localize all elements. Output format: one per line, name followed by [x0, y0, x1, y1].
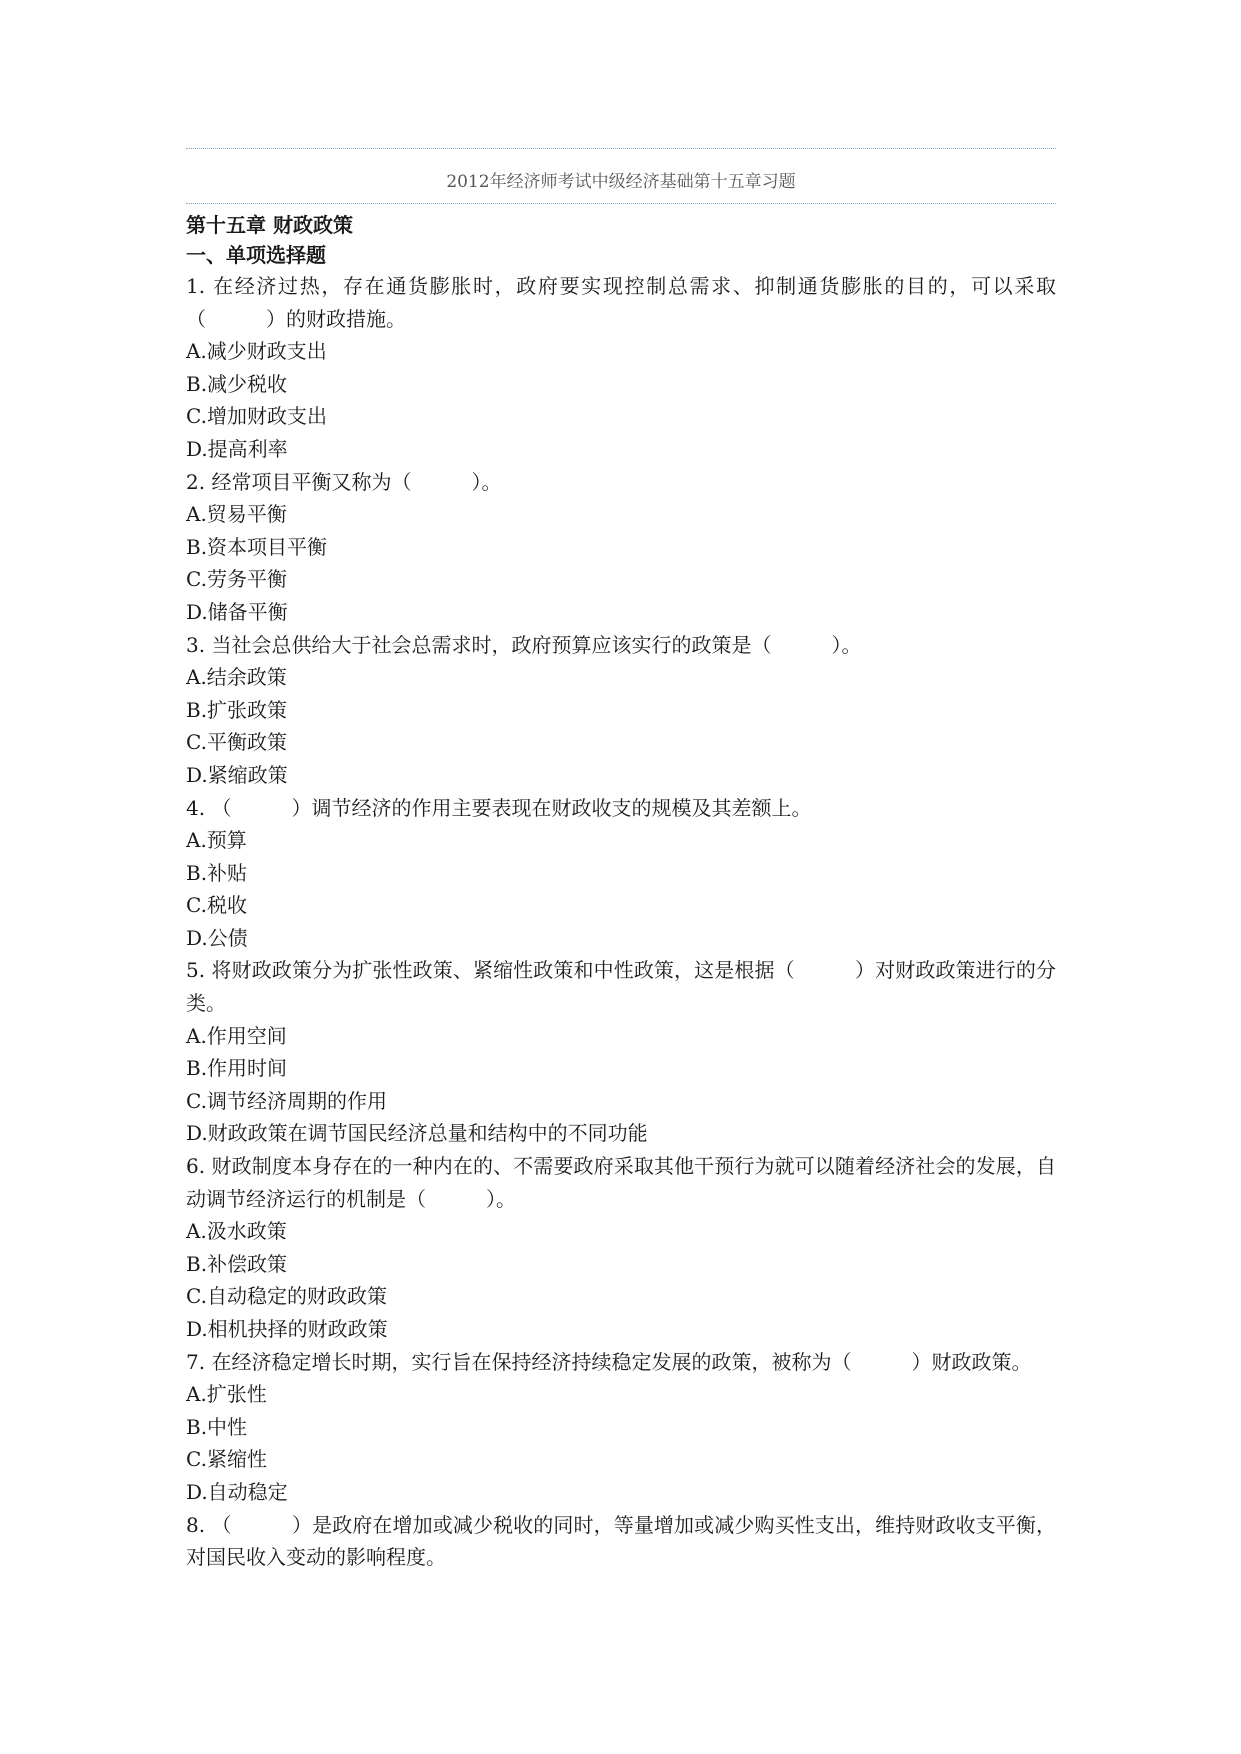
question-1: [186, 270, 1056, 466]
question-3: [186, 629, 1056, 792]
option-d: D.提高利率: [186, 436, 288, 461]
question-5: [186, 954, 1056, 1150]
document-page: [186, 148, 1056, 1574]
option-b: B.资本项目平衡: [186, 534, 328, 559]
option-c: C.调节经济周期的作用: [186, 1088, 387, 1113]
question-7: [186, 1346, 1056, 1509]
option-d: D.财政政策在调节国民经济总量和结构中的不同功能: [186, 1121, 648, 1146]
option-a: A.扩张性: [186, 1382, 267, 1407]
option-b: B.补偿政策: [186, 1251, 288, 1276]
option-c: C.税收: [186, 893, 247, 918]
question-6: [186, 1150, 1056, 1346]
chapter-title: 第十五章 财政政策: [186, 213, 353, 237]
question-text: 5. 将财政政策分为扩张性政策、紧缩性政策和中性政策，这是根据（ ）对财政政策进行的分类。: [186, 958, 1056, 1016]
question-text: 6. 财政制度本身存在的一种内在的、不需要政府采取其他干预行为就可以随着经济社会的发展，自动调节经济运行的机制是（ ）。: [186, 1154, 1056, 1211]
option-b: B.补贴: [186, 860, 248, 885]
question-text: 8. （ ）是政府在增加或减少税收的同时，等量增加或减少购买性支出，维持财政收支平衡，对国民收入变动的影响程度。: [186, 1512, 1056, 1570]
option-d: D.紧缩政策: [186, 762, 288, 787]
question-text: 7. 在经济稳定增长时期，实行旨在保持经济持续稳定发展的政策，被称为（ ）财政政策。: [186, 1349, 1032, 1374]
option-c: C.平衡政策: [186, 730, 287, 755]
option-a: A.预算: [186, 828, 247, 853]
option-d: D.相机抉择的财政政策: [186, 1317, 388, 1341]
option-c: C.劳务平衡: [186, 567, 287, 592]
option-b: B.扩张政策: [186, 697, 288, 722]
document-body: [186, 204, 1056, 1574]
option-b: B.减少税收: [186, 371, 288, 396]
option-a: A.汲水政策: [186, 1219, 287, 1244]
option-d: D.公债: [186, 925, 248, 950]
option-d: D.储备平衡: [186, 599, 288, 624]
question-text: 3. 当社会总供给大于社会总需求时，政府预算应该实行的政策是（ ）。: [186, 632, 862, 657]
section-title: 一、单项选择题: [186, 243, 326, 267]
option-c: C.紧缩性: [186, 1447, 267, 1472]
option-a: A.贸易平衡: [186, 502, 287, 527]
question-4: [186, 792, 1056, 955]
option-d: D.自动稳定: [186, 1479, 288, 1504]
option-b: B.中性: [186, 1414, 248, 1439]
question-2: [186, 466, 1056, 629]
option-c: C.自动稳定的财政政策: [186, 1284, 387, 1309]
question-text: 1. 在经济过热，存在通货膨胀时，政府要实现控制总需求、抑制通货膨胀的目的，可以采取（ ）的财政措施。: [186, 274, 1056, 331]
option-b: B.作用时间: [186, 1056, 288, 1081]
option-a: A.作用空间: [186, 1023, 287, 1048]
question-8: [186, 1509, 1056, 1574]
option-a: A.结余政策: [186, 665, 287, 690]
question-text: 4. （ ）调节经济的作用主要表现在财政收支的规模及其差额上。: [186, 795, 812, 820]
question-text: 2. 经常项目平衡又称为（ ）。: [186, 469, 502, 494]
option-a: A.减少财政支出: [186, 339, 327, 364]
option-c: C.增加财政支出: [186, 404, 327, 429]
document-title: 2012年经济师考试中级经济基础第十五章习题: [446, 172, 796, 192]
